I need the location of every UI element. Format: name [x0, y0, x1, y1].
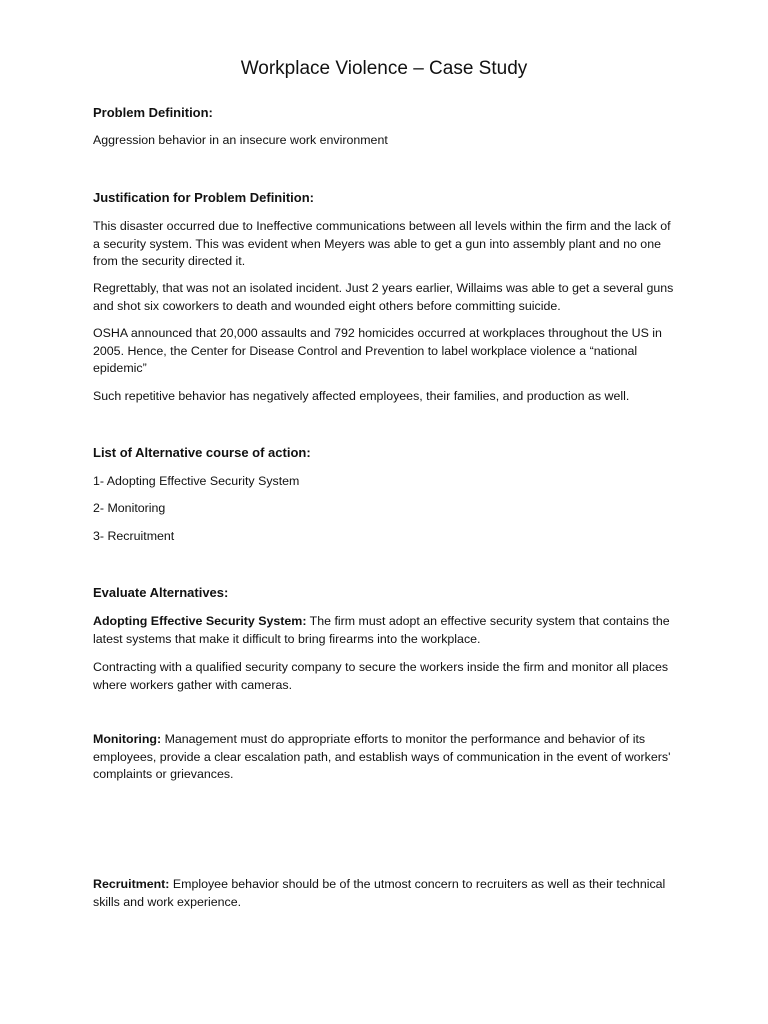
justification-paragraph: Such repetitive behavior has negatively affected employees, their families, and production as well.	[93, 389, 630, 403]
alternatives-heading: List of Alternative course of action:	[93, 445, 311, 460]
problem-definition-text: Aggression behavior in an insecure work environment	[93, 133, 388, 147]
document-title: Workplace Violence – Case Study	[240, 57, 528, 79]
justification-paragraph: OSHA announced that 20,000 assaults and 792 homicides occurred at workplaces throughout the US in 2005. Hence, the Center for Disease Control and Prevention to label workplace violence a “national epidemic”	[93, 326, 662, 376]
evaluate-recruitment-lead: Recruitment:	[93, 877, 170, 891]
justification-paragraph: Regrettably, that was not an isolated incident. Just 2 years earlier, Willaims was able to get a several guns and shot six coworkers to death and wounded eight others before committing suicide.	[93, 281, 674, 313]
evaluate-monitoring-paragraph	[93, 731, 678, 784]
justification-paragraph: This disaster occurred due to Ineffective communications between all levels within the firm and the lack of a security system. This was evident when Meyers was able to get a gun into assembly plant and no one from the security directed it.	[93, 219, 671, 269]
alternative-item: 2- Monitoring	[93, 501, 166, 515]
problem-definition-heading: Problem Definition:	[93, 105, 213, 120]
evaluate-recruitment-text: Employee behavior should be of the utmost concern to recruiters as well as their technical skills and work experience.	[93, 877, 666, 909]
evaluate-contracting-paragraph: Contracting with a qualified security company to secure the workers inside the firm and monitor all places where workers gather with cameras.	[93, 660, 669, 692]
justification-heading: Justification for Problem Definition:	[93, 190, 315, 205]
evaluate-security-lead: Adopting Effective Security System:	[93, 614, 307, 628]
evaluate-recruitment-paragraph	[93, 876, 678, 911]
alternative-item: 1- Adopting Effective Security System	[93, 474, 300, 488]
evaluate-monitoring-text: Management must do appropriate efforts to monitor the performance and behavior of its employees, provide a clear escalation path, and establish ways of communication in the event of workers' complaints or grievances.	[93, 732, 671, 782]
evaluate-security-text: The firm must adopt an effective security system that contains the latest systems that make it difficult to bring firearms into the workplace.	[93, 614, 670, 646]
evaluate-security-paragraph	[93, 613, 678, 648]
evaluate-monitoring-lead: Monitoring:	[93, 732, 162, 746]
alternative-item: 3- Recruitment	[93, 529, 175, 543]
evaluate-alternatives-heading: Evaluate Alternatives:	[93, 585, 229, 600]
